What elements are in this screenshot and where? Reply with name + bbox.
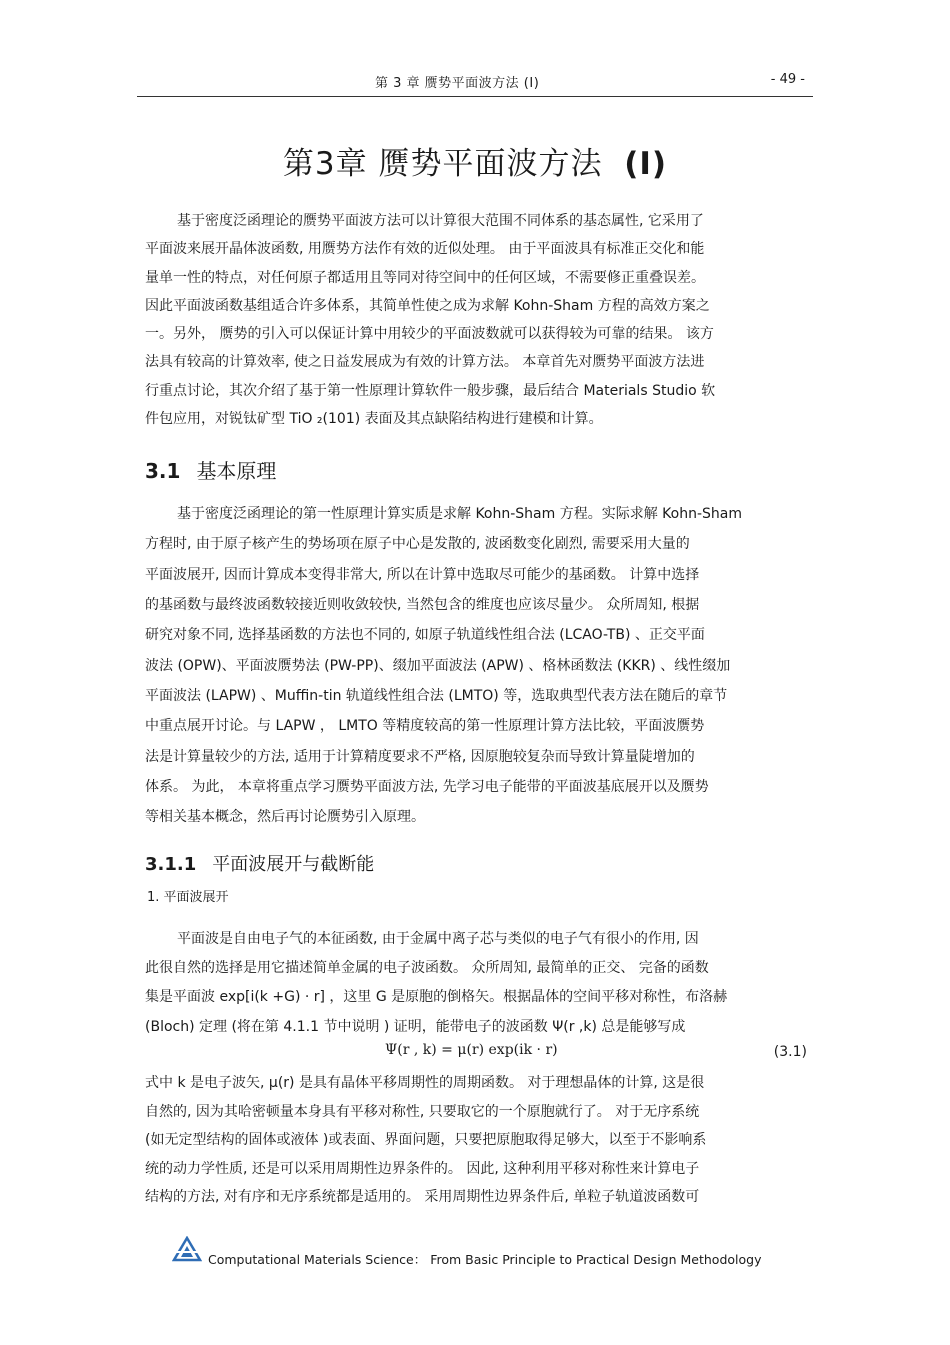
text-line: 件包应用，对锐钛矿型 TiO ₂(101) 表面及其点缺陷结构进行建模和计算。 — [145, 411, 603, 428]
text-line: 的基函数与最终波函数较接近则收敛较快, 当然包含的维度也应该尽量少。 众所周知, 根据 — [145, 597, 700, 614]
text-line: 法是计算量较少的方法, 适用于计算精度要求不严格, 因原胞较复杂而导致计算量陡增加的 — [145, 748, 695, 765]
plane-wave-paragraph — [145, 925, 807, 1042]
text-line: 自然的, 因为其哈密顿量本身具有平移对称性, 只要取它的一个原胞就行了。 对于无序系统 — [145, 1103, 700, 1120]
item-heading: 1. 平面波展开 — [147, 890, 229, 905]
equation-number: (3.1) — [773, 1044, 807, 1060]
intro-paragraph — [145, 207, 807, 433]
section-title: 基本原理 — [196, 459, 277, 483]
footer-text: Computational Materials Science： From Basic Principle to Practical Design Methodology — [208, 1252, 762, 1267]
text-line: 研究对象不同, 选择基函数的方法也不同的, 如原子轨道线性组合法 (LCAO-TB) 、正交平面 — [145, 627, 705, 644]
publisher-logo-icon — [172, 1236, 202, 1262]
page-number: - 49 - — [770, 72, 805, 87]
section-heading-3-1 — [145, 455, 276, 484]
text-line: 量单一性的特点，对任何原子都适用且等同对待空间中的任何区域，不需要修正重叠误差。 — [145, 269, 705, 286]
text-line: 方程时, 由于原子核产生的势场项在原子中心是发散的, 波函数变化剧烈, 需要采用大量的 — [145, 536, 690, 553]
text-line: 体系。 为此， 本章将重点学习赝势平面波方法, 先学习电子能带的平面波基底展开以及赝势 — [145, 779, 709, 796]
subsection-title: 平面波展开与截断能 — [212, 854, 375, 875]
text-line: 集是平面波 exp[i(k +G) · r] ，这里 G 是原胞的倒格矢。根据晶体的空间平移对称性，布洛赫 — [145, 989, 728, 1006]
text-line: (如无定型结构的固体或液体 )或表面、界面问题，只要把原胞取得足够大，以至于不影响系 — [145, 1132, 707, 1149]
text-line: 平面波是自由电子气的本征函数, 由于金属中离子芯与类似的电子气有很小的作用, 因 — [177, 931, 699, 947]
text-line: 基于密度泛函理论的赝势平面波方法可以计算很大范围不同体系的基态属性, 它采用了 — [177, 213, 704, 229]
text-line: 法具有较高的计算效率, 使之日益发展成为有效的计算方法。 本章首先对赝势平面波方法进 — [145, 354, 705, 371]
text-line: 基于密度泛函理论的第一性原理计算实质是求解 Kohn-Sham 方程。实际求解 Kohn-Sham — [177, 506, 742, 522]
page-footer — [172, 1236, 812, 1270]
chapter-title — [0, 138, 950, 183]
text-line: 平面波来展开晶体波函数, 用赝势方法作有效的近似处理。 由于平面波具有标准正交化和能 — [145, 241, 705, 258]
text-line: 结构的方法, 对有序和无序系统都是适用的。 采用周期性边界条件后, 单粒子轨道波函数可 — [145, 1189, 700, 1206]
text-line: 统的动力学性质, 还是可以采用周期性边界条件的。 因此, 这种利用平移对称性来计算电子 — [145, 1160, 700, 1177]
chapter-title-main: 第3章 赝势平面波方法 — [282, 146, 603, 182]
text-line: 中重点展开讨论。与 LAPW ， LMTO 等精度较高的第一性原理计算方法比较，平面波赝势 — [145, 718, 705, 735]
text-line: 一。另外， 赝势的引入可以保证计算中用较少的平面波数就可以获得较为可靠的结果。 该方 — [145, 326, 714, 343]
text-line: 等相关基本概念，然后再讨论赝势引入原理。 — [145, 809, 425, 826]
text-line: 平面波法 (LAPW) 、Muffin-tin 轨道线性组合法 (LMTO) 等，选取典型代表方法在随后的章节 — [145, 688, 728, 705]
text-line: 行重点讨论，其次介绍了基于第一性原理计算软件一般步骤，最后结合 Materials Studio 软 — [145, 382, 716, 399]
text-line: (Bloch) 定理 (将在第 4.1.1 节中说明 ) 证明，能带电子的波函数 Ψ(r ,k) 总是能够写成 — [145, 1018, 686, 1035]
text-line: 平面波展开, 因而计算成本变得非常大, 所以在计算中选取尽可能少的基函数。 计算中选择 — [145, 566, 700, 583]
text-line: 式中 k 是电子波矢, μ(r) 是具有晶体平移周期性的周期函数。 对于理想晶体的计算, 这是很 — [145, 1075, 705, 1091]
text-line: 此很自然的选择是用它描述简单金属的电子波函数。 众所周知, 最简单的正交、 完备的函数 — [145, 960, 709, 977]
subsection-heading-3-1-1 — [145, 850, 374, 876]
text-line: 因此平面波函数基组适合许多体系，其简单性使之成为求解 Kohn-Sham 方程的高效方案之 — [145, 297, 710, 314]
equation-body: Ψ(r , k) = μ(r) exp(ik · r) — [385, 1042, 558, 1058]
subsection-number: 3.1.1 — [145, 854, 197, 875]
running-header — [137, 70, 813, 97]
section-number: 3.1 — [145, 459, 181, 483]
equation-3-1 — [145, 1042, 807, 1066]
basic-principle-paragraph — [145, 499, 807, 833]
chapter-title-suffix: (I) — [624, 146, 668, 182]
bloch-paragraph — [145, 1069, 807, 1212]
running-title: 第 3 章 赝势平面波方法 (I) — [375, 76, 540, 91]
text-line: 波法 (OPW)、平面波赝势法 (PW-PP)、缀加平面波法 (APW) 、格林函数法 (KKR) 、线性缀加 — [145, 657, 731, 674]
